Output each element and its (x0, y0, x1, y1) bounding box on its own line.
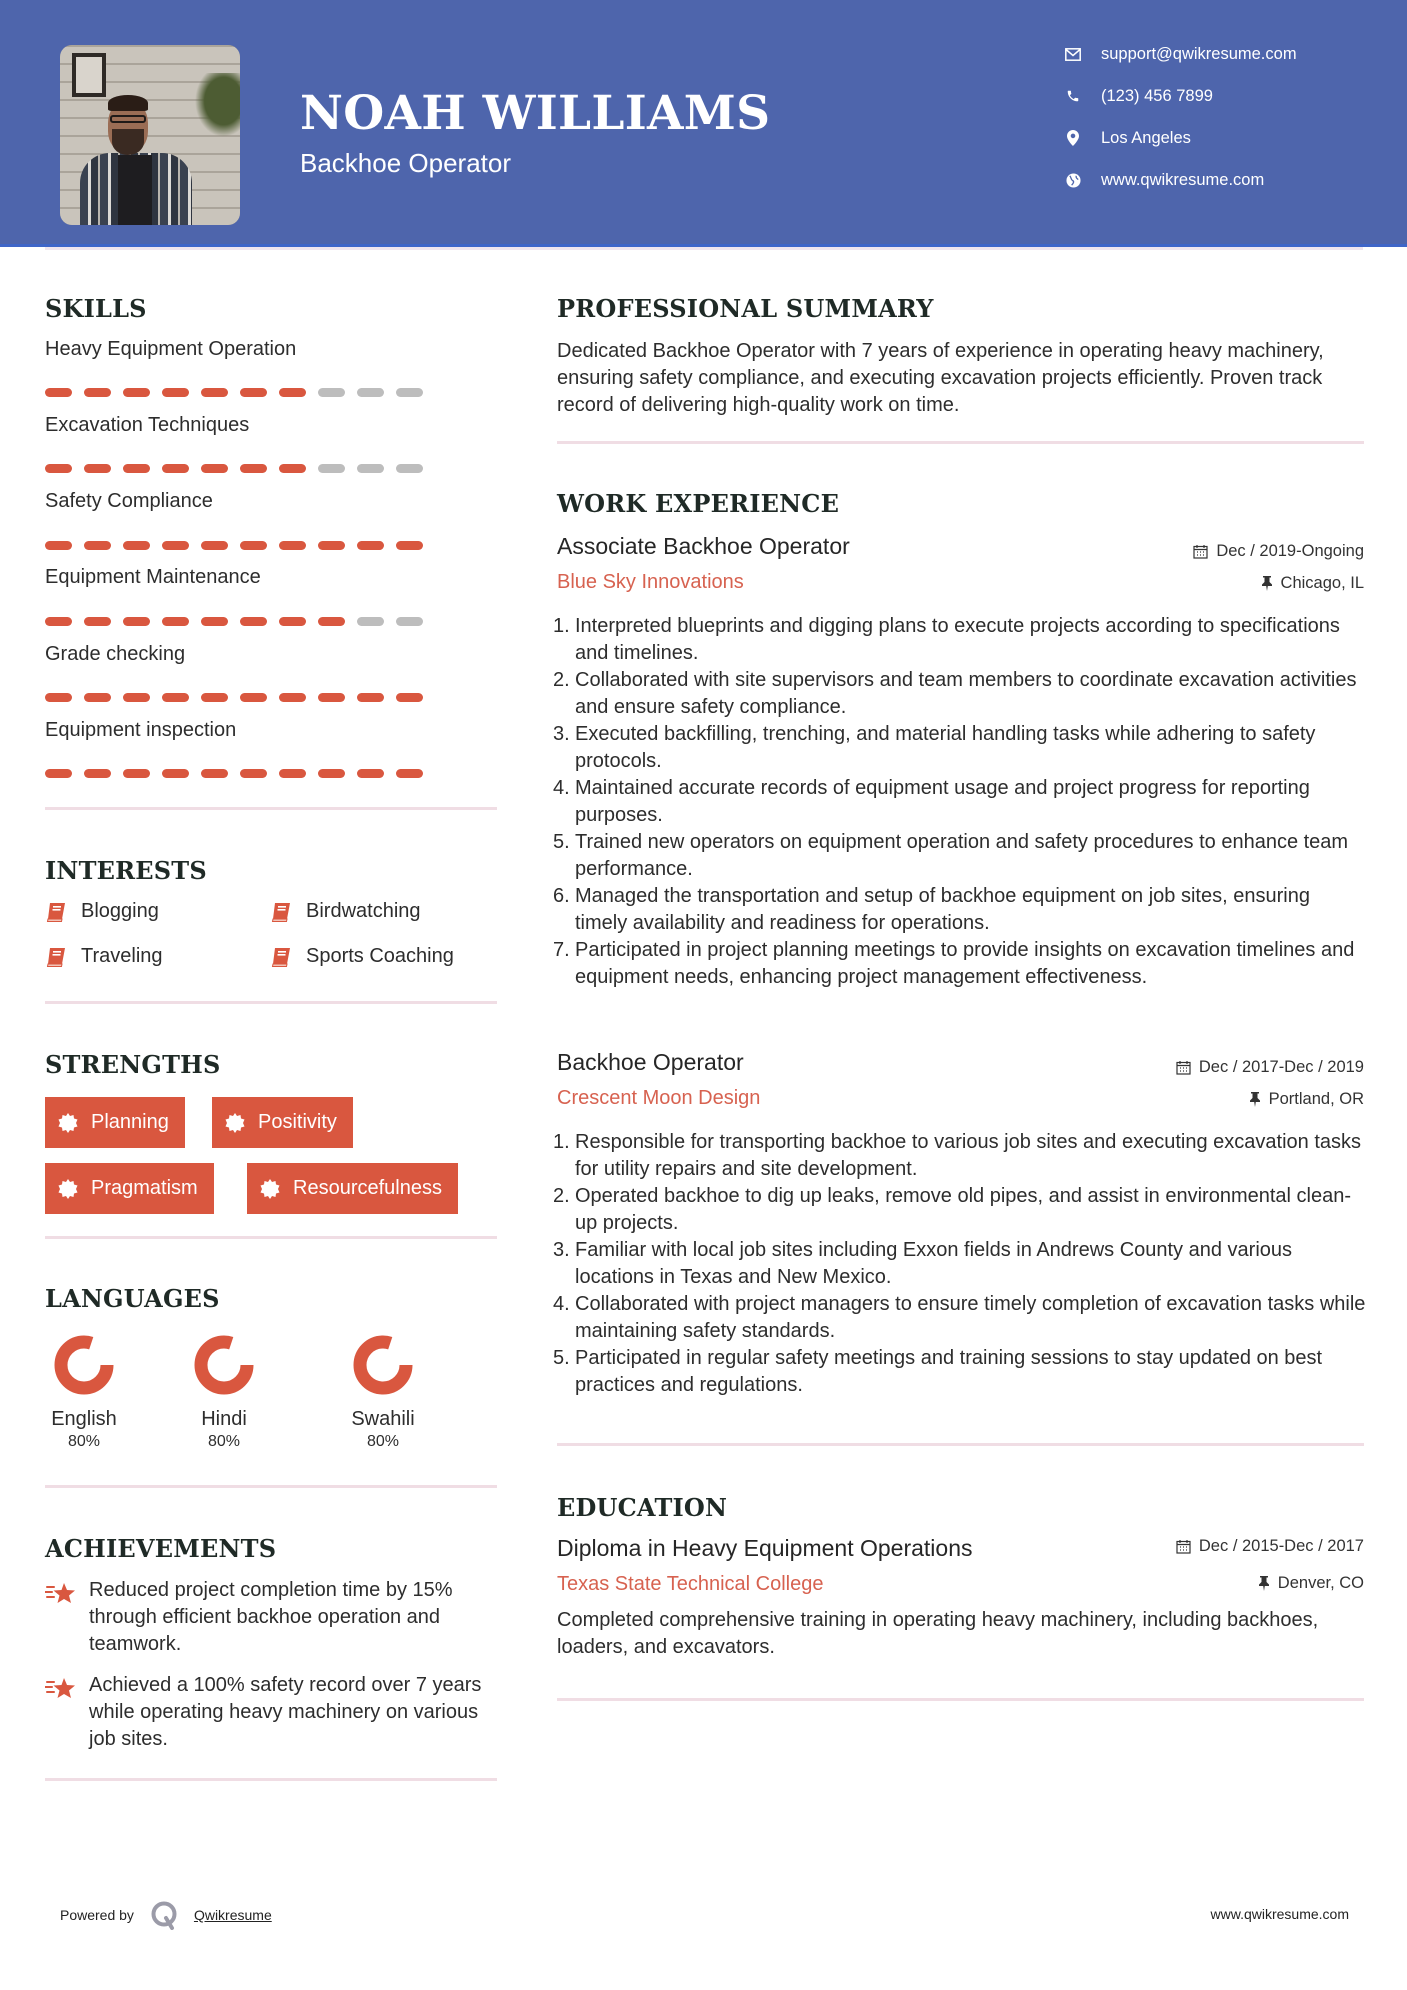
education-school: Texas State Technical College (557, 1573, 824, 1595)
experience-title: WORK EXPERIENCE (557, 489, 840, 518)
skill-rating-bar (45, 464, 423, 473)
strength-label: Resourcefulness (293, 1177, 442, 1199)
job-bullets (553, 613, 1367, 991)
interest-label: Birdwatching (306, 900, 421, 922)
job-dates: Dec / 2019-Ongoing (1193, 542, 1364, 561)
achievement-text: Reduced project completion time by 15% through efficient backhoe operation and teamwork. (89, 1579, 453, 1655)
language-name: Swahili (351, 1408, 415, 1430)
skill-rating-bar (45, 388, 423, 397)
badge-icon (57, 1178, 79, 1200)
phone-icon (1064, 87, 1082, 105)
skill-rating-bar (45, 769, 423, 778)
contact-email-text: support@qwikresume.com (1101, 44, 1297, 63)
shooting-star-icon (45, 1577, 89, 1658)
education-dates: Dec / 2015-Dec / 2017 (1176, 1537, 1364, 1556)
badge-icon (224, 1112, 246, 1134)
footer-website[interactable]: www.qwikresume.com (1210, 1906, 1349, 1922)
summary-title: PROFESSIONAL SUMMARY (557, 294, 934, 323)
pushpin-icon (1261, 576, 1273, 591)
contact-email[interactable] (1064, 42, 1384, 66)
section-divider (557, 441, 1364, 444)
section-divider (557, 1443, 1364, 1446)
contact-location (1064, 126, 1384, 150)
education-description: Completed comprehensive training in operating heavy machinery, including backhoes, loaders, and excavators. (557, 1609, 1319, 1658)
qwikresume-link[interactable]: Qwikresume (193, 1907, 272, 1923)
progress-ring-icon (351, 1333, 415, 1397)
book-icon (45, 946, 67, 968)
profile-photo (60, 45, 240, 225)
strengths-title: STRENGTHS (45, 1050, 221, 1079)
job-dates: Dec / 2017-Dec / 2019 (1176, 1058, 1364, 1077)
skill-label: Excavation Techniques (45, 414, 250, 436)
interest-item (45, 900, 159, 923)
pushpin-icon (1249, 1092, 1261, 1107)
calendar-icon (1176, 1060, 1191, 1075)
pushpin-icon (1258, 1576, 1270, 1591)
summary-text: Dedicated Backhoe Operator with 7 years of experience in operating heavy machinery, ensuring safety compliance, and executing excavation projects efficiently. Proven track record of delivering high-quality work on time. (557, 340, 1324, 416)
education-title: EDUCATION (557, 1493, 728, 1522)
language-name: English (51, 1408, 117, 1430)
skill-rating-bar (45, 541, 423, 550)
language-percent: 80% (67, 1433, 101, 1450)
interest-item (270, 945, 454, 968)
section-divider (557, 1698, 1364, 1701)
job-bullet: 5. Participated in regular safety meetings and training sessions to stay updated on best practices and regulations. (553, 1347, 1323, 1396)
badge-icon (259, 1178, 281, 1200)
language-item (328, 1333, 438, 1451)
section-divider (45, 1001, 497, 1004)
interest-item (45, 945, 163, 968)
skill-label: Equipment Maintenance (45, 566, 261, 588)
skill-label: Safety Compliance (45, 490, 213, 512)
job-bullet: 1. Interpreted blueprints and digging plans to execute projects according to specifications and timelines. (553, 615, 1340, 664)
job-role: Associate Backhoe Operator (557, 533, 850, 559)
education-degree: Diploma in Heavy Equipment Operations (557, 1535, 973, 1561)
job-bullet: 4. Collaborated with project managers to ensure timely completion of excavation tasks while maintaining safety standards. (553, 1293, 1366, 1342)
language-percent: 80% (366, 1433, 400, 1450)
achievement-text: Achieved a 100% safety record over 7 years while operating heavy machinery on various job sites. (89, 1674, 482, 1750)
section-divider (45, 1778, 497, 1781)
shooting-star-icon (45, 1672, 89, 1753)
strength-chip (212, 1097, 353, 1148)
job-location: Portland, OR (1249, 1090, 1364, 1109)
language-percent: 80% (207, 1433, 241, 1450)
languages-title: LANGUAGES (45, 1284, 220, 1313)
job-bullet: 2. Operated backhoe to dig up leaks, remove old pipes, and assist in environmental clean-up projects. (553, 1185, 1352, 1234)
job-bullet: 3. Familiar with local job sites including Exxon fields in Andrews County and various locations in Texas and New Mexico. (553, 1239, 1293, 1288)
strength-label: Positivity (258, 1111, 337, 1133)
job-bullets (553, 1129, 1367, 1399)
book-icon (270, 946, 292, 968)
interests-title: INTERESTS (45, 856, 207, 885)
strength-label: Planning (91, 1111, 169, 1133)
achievement-item (45, 1577, 485, 1658)
calendar-icon (1176, 1539, 1191, 1554)
progress-ring-icon (192, 1333, 256, 1397)
job-bullet: 3. Executed backfilling, trenching, and material handling tasks while adhering to safety protocols. (553, 723, 1316, 772)
skill-label: Equipment inspection (45, 719, 237, 741)
badge-icon (57, 1112, 79, 1134)
job-bullet: 5. Trained new operators on equipment operation and safety procedures to enhance team performance. (553, 831, 1349, 880)
achievement-item (45, 1672, 485, 1753)
contact-location-text: Los Angeles (1101, 128, 1191, 147)
job-bullet: 1. Responsible for transporting backhoe to various job sites and executing excavation tasks for utility repairs and site development. (553, 1131, 1362, 1180)
job-bullet: 7. Participated in project planning meetings to provide insights on excavation timelines and equipment needs, enhancing project management effectiveness. (553, 939, 1355, 988)
header-shadow (45, 247, 1363, 250)
interest-item (270, 900, 421, 923)
education-location: Denver, CO (1258, 1574, 1364, 1593)
strength-chip (45, 1163, 214, 1214)
contact-phone[interactable] (1064, 84, 1384, 108)
job-company: Blue Sky Innovations (557, 571, 744, 593)
strength-label: Pragmatism (91, 1177, 198, 1199)
book-icon (45, 901, 67, 923)
section-divider (45, 807, 497, 810)
globe-icon (1064, 171, 1082, 189)
section-divider (45, 1485, 497, 1488)
footer-powered-by (60, 1900, 272, 1930)
interest-label: Traveling (81, 945, 163, 967)
skill-label: Heavy Equipment Operation (45, 338, 297, 360)
envelope-icon (1064, 45, 1082, 63)
job-bullet: 4. Maintained accurate records of equipment usage and project progress for reporting purposes. (553, 777, 1310, 826)
book-icon (270, 901, 292, 923)
progress-ring-icon (52, 1333, 116, 1397)
achievements-title: ACHIEVEMENTS (45, 1534, 277, 1563)
job-location: Chicago, IL (1261, 574, 1364, 593)
job-bullet: 2. Collaborated with site supervisors and team members to coordinate excavation activities and ensure safety compliance. (553, 669, 1357, 718)
candidate-title: Backhoe Operator (300, 148, 512, 178)
contact-website-text: www.qwikresume.com (1101, 170, 1265, 189)
language-item (169, 1333, 279, 1451)
interest-label: Blogging (81, 900, 159, 922)
candidate-name: NOAH WILLIAMS (300, 86, 771, 141)
strength-chip (45, 1097, 185, 1148)
language-name: Hindi (201, 1408, 247, 1430)
qwikresume-logo-icon (150, 1900, 180, 1930)
job-company: Crescent Moon Design (557, 1087, 761, 1109)
contact-website[interactable] (1064, 168, 1384, 192)
skills-title: SKILLS (45, 294, 147, 323)
language-item (29, 1333, 139, 1451)
powered-by-label: Powered by (60, 1907, 134, 1923)
map-pin-icon (1064, 129, 1082, 147)
contact-phone-text: (123) 456 7899 (1101, 86, 1213, 105)
job-role: Backhoe Operator (557, 1049, 744, 1075)
job-bullet: 6. Managed the transportation and setup of backhoe equipment on job sites, ensuring timely availability and readiness for operations. (553, 885, 1310, 934)
skill-rating-bar (45, 693, 423, 702)
strength-chip (247, 1163, 458, 1214)
calendar-icon (1193, 544, 1208, 559)
skill-rating-bar (45, 617, 423, 626)
interest-label: Sports Coaching (306, 945, 454, 967)
section-divider (45, 1236, 497, 1239)
skill-label: Grade checking (45, 643, 186, 665)
